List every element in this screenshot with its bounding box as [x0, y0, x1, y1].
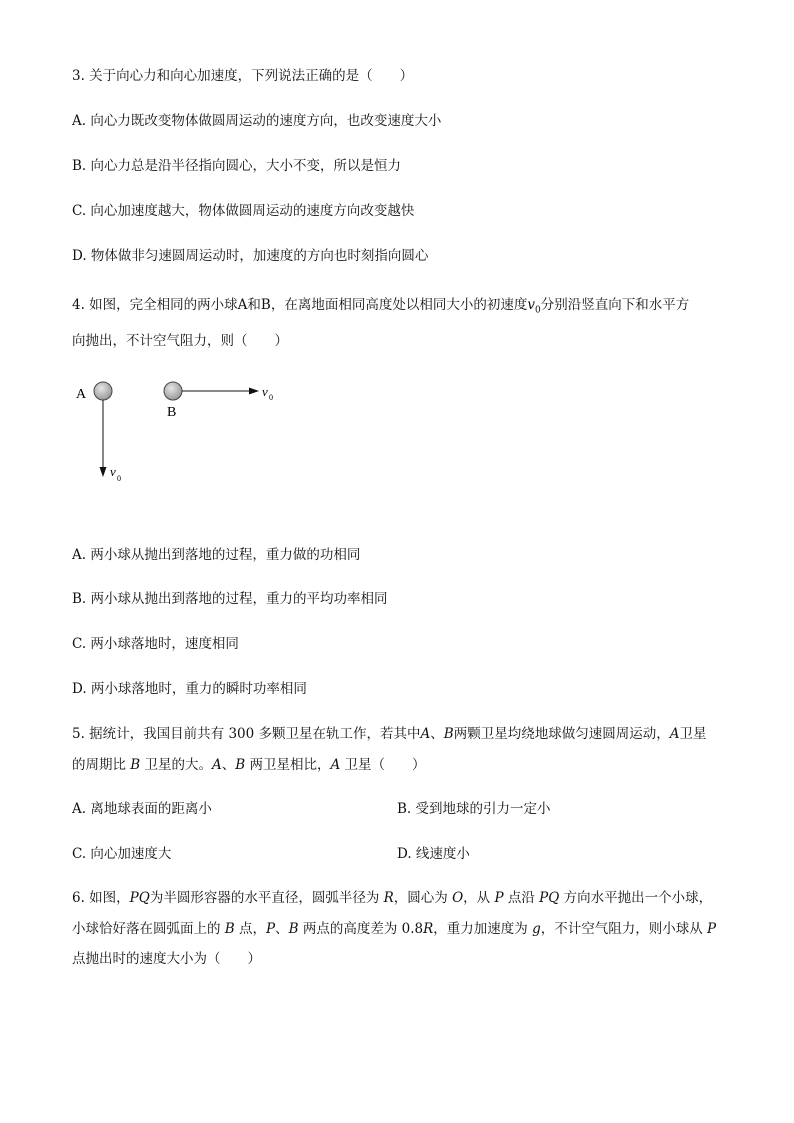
q5-l2-s6: 两卫星相比，	[245, 757, 331, 773]
fig-v-b: v	[262, 384, 268, 399]
q6-l2-s10: ，不计空气阻力，则小球从	[540, 921, 708, 937]
q5-l2-s5: B	[235, 757, 246, 773]
q4-option-a: A. 两小球从抛出到落地的过程，重力做的功相同	[72, 547, 361, 563]
q5-l1-s5: A	[669, 726, 680, 742]
q4-stem-v-sub: 0	[534, 305, 541, 316]
q6-l1-s5: O	[452, 890, 464, 906]
arrow-a-head	[100, 467, 107, 477]
q5-l1-s2: 、	[430, 726, 444, 742]
q5-l2-s8: 卫星（ ）	[340, 757, 426, 773]
q6-stem-line1	[72, 889, 712, 907]
q5-l1-s4: 两颗卫星均绕地球做匀速圆周运动，	[453, 726, 670, 742]
q5-option-a: A. 离地球表面的距离小	[72, 801, 212, 817]
q5-l1-s1: A	[420, 726, 431, 742]
q5-l2-s2: 卫星的大。	[140, 757, 213, 773]
q3-option-d: D. 物体做非匀速圆周运动时，加速度的方向也时刻指向圆心	[72, 248, 429, 264]
q5-l2-s0: 的周期比	[72, 757, 131, 773]
q6-l1-s2: 为半圆形容器的水平直径，圆弧半径为	[149, 890, 384, 906]
q6-l1-s0: 6. 如图，	[72, 890, 130, 906]
q4-stem-pre: 4. 如图，完全相同的两小球A和B，在离地面相同高度处以相同大小的初速度	[72, 297, 528, 313]
ball-a	[94, 382, 112, 400]
arrow-b-head	[249, 388, 259, 395]
q5-l1-s6: 卫星	[679, 726, 707, 742]
q6-l2-s6: 两点的高度差为 0.8	[298, 921, 424, 937]
q6-l2-s2: 点，	[234, 921, 267, 937]
fig-v-a-sub: 0	[117, 474, 121, 483]
q5-stem-line2	[72, 756, 426, 774]
q6-l1-s10: 方向水平抛出一个小球，	[559, 890, 713, 906]
q6-l1-s7: P	[494, 890, 504, 906]
fig-label-b: B	[167, 405, 177, 420]
q6-l2-s9: g	[532, 921, 541, 937]
ball-b	[164, 382, 182, 400]
q3-stem: 3. 关于向心力和向心加速度，下列说法正确的是（ ）	[72, 68, 414, 84]
q4-option-c: C. 两小球落地时，速度相同	[72, 636, 239, 652]
q4-stem-line2: 向抛出，不计空气阻力，则（ ）	[72, 333, 288, 349]
q4-option-d: D. 两小球落地时，重力的瞬时功率相同	[72, 681, 307, 697]
q5-l2-s1: B	[130, 757, 141, 773]
q6-l1-s9: PQ	[539, 890, 560, 906]
q5-option-d: D. 线速度小	[397, 846, 470, 862]
q6-l1-s1: PQ	[129, 890, 150, 906]
q6-l2-s0: 小球恰好落在圆弧面上的	[72, 921, 225, 937]
q4-stem-v: v	[527, 297, 535, 313]
q6-l1-s6: ，从	[463, 890, 495, 906]
q5-l1-s0: 5. 据统计，我国目前共有 300 多颗卫星在轨工作，若其中	[72, 726, 421, 742]
q6-l2-s1: B	[224, 921, 235, 937]
q5-l2-s7: A	[330, 757, 341, 773]
q6-l1-s8: 点沿	[503, 890, 540, 906]
q6-stem-line3: 点抛出时的速度大小为（ ）	[72, 951, 261, 967]
fig-v-a: v	[110, 464, 116, 479]
q6-l1-s4: ，圆心为	[393, 890, 453, 906]
q3-option-c: C. 向心加速度越大，物体做圆周运动的速度方向改变越快	[72, 203, 415, 219]
q6-l2-s7: R	[423, 921, 434, 937]
q3-option-b: B. 向心力总是沿半径指向圆心，大小不变，所以是恒力	[72, 158, 402, 174]
q5-stem-line1	[72, 725, 706, 743]
fig-label-a: A	[76, 387, 87, 402]
q4-option-b: B. 两小球从抛出到落地的过程，重力的平均功率相同	[72, 591, 388, 607]
q6-l2-s4: 、	[275, 921, 289, 937]
q5-option-c: C. 向心加速度大	[72, 846, 172, 862]
q4-stem-post: 分别沿竖直向下和水平方	[540, 297, 690, 313]
q5-l1-s3: B	[443, 726, 454, 742]
q6-l1-s3: R	[383, 890, 394, 906]
q5-l2-s3: A	[212, 757, 222, 773]
q6-l2-s3: P	[266, 921, 276, 937]
q5-option-b: B. 受到地球的引力一定小	[397, 801, 551, 817]
q6-l2-s8: ，重力加速度为	[433, 921, 533, 937]
q6-stem-line2	[72, 920, 716, 938]
q5-l2-s4: 、	[221, 757, 236, 773]
q4-stem-line1	[72, 296, 689, 320]
q6-l2-s5: B	[288, 921, 299, 937]
q3-option-a: A. 向心力既改变物体做圆周运动的速度方向，也改变速度大小	[72, 113, 442, 129]
fig-v-b-sub: 0	[269, 393, 273, 402]
q6-l2-s11: P	[707, 921, 717, 937]
